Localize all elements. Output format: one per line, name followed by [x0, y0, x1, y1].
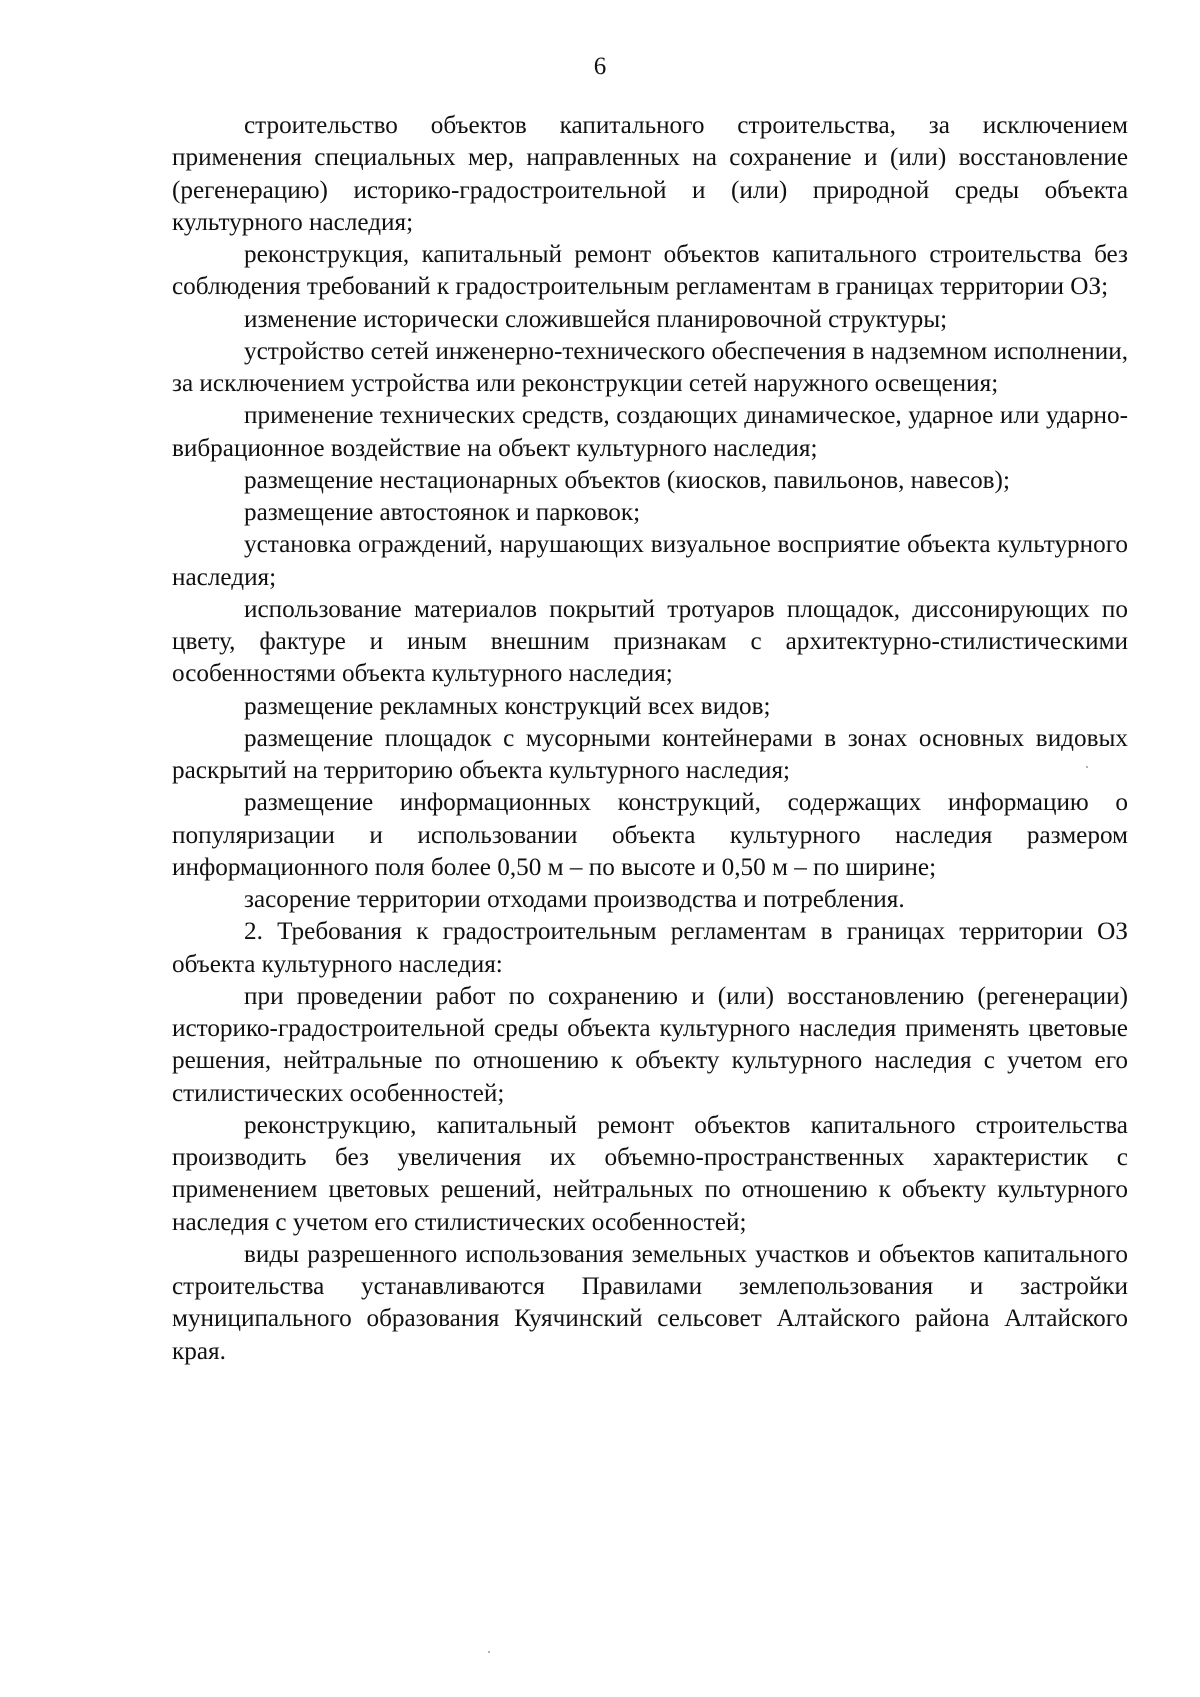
paragraph-4: устройство сетей инженерно-технического обеспечения в надземном исполнении, за исключением устройства или реконструкции сетей наружного освещения; [172, 337, 1128, 397]
paragraph-17: виды разрешенного использования земельных участков и объектов капитального строительства устанавливаются Правилами землепользования и застройки муниципального образования Куячинский сельсовет Алтайского района Алтайского края. [172, 1240, 1128, 1365]
section-2-heading-paragraph: 2. Требования к градостроительным регламентам в границах территории ОЗ объекта культурного наследия: [172, 918, 1128, 978]
paragraph-11: размещение площадок с мусорными контейнерами в зонах основных видовых раскрытий на территорию объекта культурного наследия; [172, 724, 1128, 784]
paragraph-3: изменение исторически сложившейся планировочной структуры; [244, 305, 948, 333]
scan-speck [1086, 766, 1088, 768]
paragraph-5: применение технических средств, создающих динамическое, ударное или ударно-вибрационное воздействие на объект культурного наследия; [172, 402, 1128, 462]
paragraph-10: размещение рекламных конструкций всех видов; [244, 692, 771, 720]
scan-speck [488, 1651, 490, 1653]
paragraph-6: размещение нестационарных объектов (киосков, павильонов, навесов); [244, 466, 1010, 494]
document-body [172, 110, 1128, 1368]
page-number: 6 [593, 53, 607, 80]
paragraph-8: установка ограждений, нарушающих визуальное восприятие объекта культурного наследия; [172, 531, 1128, 591]
paragraph-9: использование материалов покрытий тротуаров площадок, диссонирующих по цвету, фактуре и иным внешним признакам с архитектурно-стилистическими особенностями объекта культурного наследия; [172, 595, 1128, 688]
paragraph-13: засорение территории отходами производства и потребления. [244, 886, 905, 913]
paragraph-1: строительство объектов капитального строительства, за исключением применения специальных мер, направленных на сохранение и (или) восстановление (регенерацию) историко-градостроительной и (или) природной среды объекта культурного наследия; [172, 112, 1128, 236]
paragraph-12: размещение информационных конструкций, содержащих информацию о популяризации и использовании объекта культурного наследия размером информационного поля более 0,50 м – по высоте и 0,50 м – по ширине; [172, 789, 1128, 881]
paragraph-2: реконструкция, капитальный ремонт объектов капитального строительства без соблюдения требований к градостроительным регламентам в границах территории ОЗ; [172, 241, 1128, 301]
paragraph-15: при проведении работ по сохранению и (или) восстановлению (регенерации) историко-градостроительной среды объекта культурного наследия применять цветовые решения, нейтральные по отношению к объекту культурного наследия с учетом его стилистических особенностей; [172, 982, 1128, 1107]
paragraph-7: размещение автостоянок и парковок; [244, 499, 641, 526]
paragraph-16: реконструкцию, капитальный ремонт объектов капитального строительства производить без увеличения их объемно-пространственных характеристик с применением цветовых решений, нейтральных по отношению к объекту культурного наследия с учетом его стилистических особенностей; [172, 1111, 1128, 1236]
